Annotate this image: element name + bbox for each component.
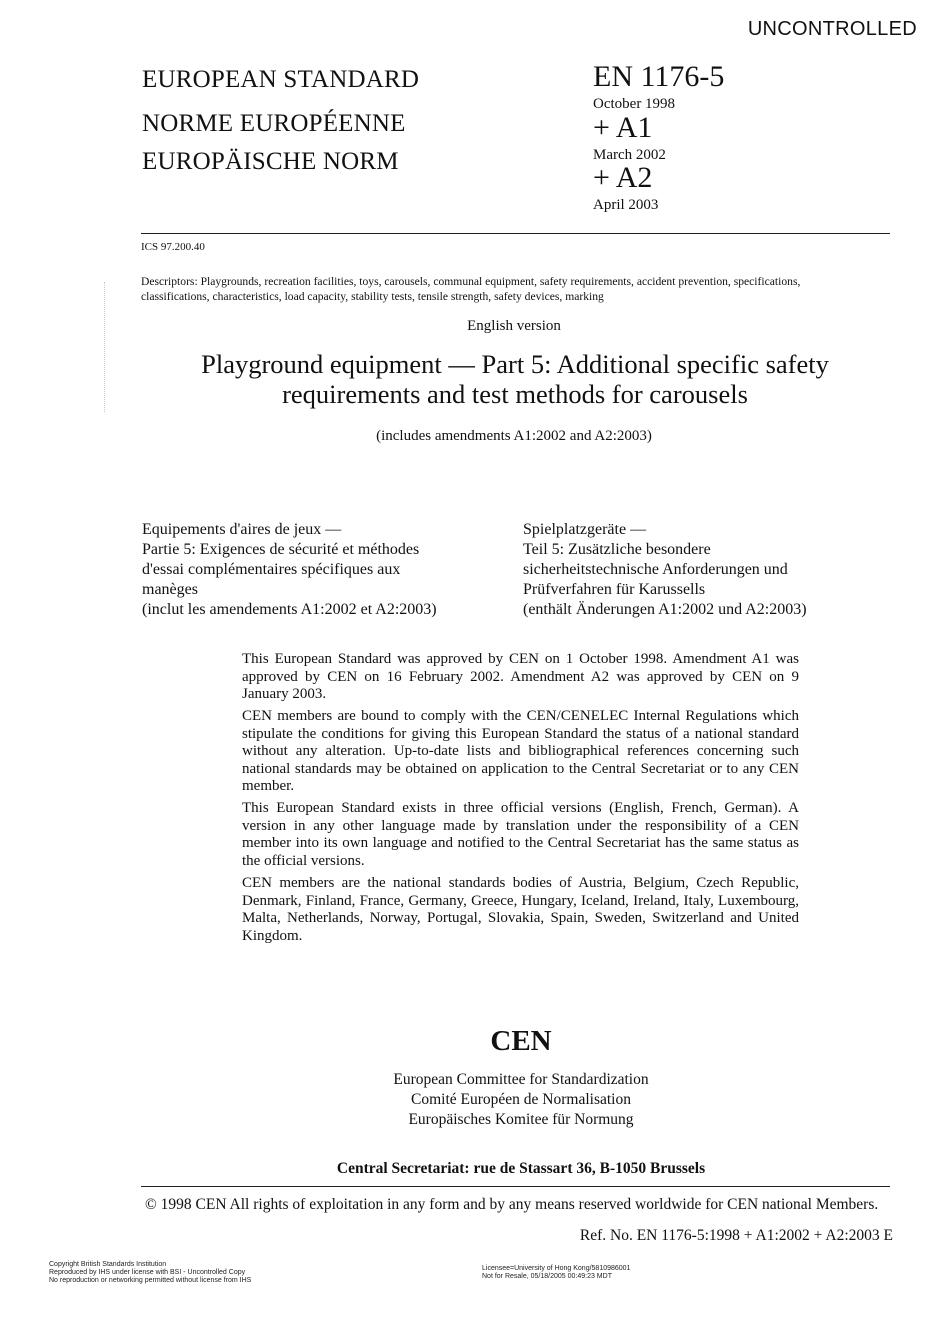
document-title	[100, 349, 930, 409]
english-version-label: English version	[467, 318, 561, 334]
official-versions-paragraph: This European Standard exists in three official versions (English, French, German). A version in any other language made by translation under the responsibility of a CEN member into its own language and notified to the Central Secretariat has the same status as the official versions.	[242, 800, 799, 869]
central-secretariat: Central Secretariat: rue de Stassart 36, B-1050 Brussels	[336, 1160, 706, 1177]
document-title-line1: Playground equipment — Part 5: Additional specific safety	[201, 349, 829, 379]
german-title-line: Prüfverfahren für Karussells	[523, 581, 706, 598]
german-title-line: Teil 5: Zusätzliche besondere	[523, 541, 711, 558]
footer-left-line: Copyright British Standards Institution	[49, 1261, 167, 1268]
german-title-line: (enthält Änderungen A1:2002 und A2:2003)	[523, 601, 807, 618]
title-english: EUROPEAN STANDARD	[142, 66, 420, 93]
footer-left-line: Reproduced by IHS under license with BSI - Uncontrolled Copy	[49, 1269, 246, 1276]
german-title-line: Spielplatzgeräte —	[523, 521, 647, 538]
ics-code: ICS 97.200.40	[141, 241, 205, 253]
cen-name-french: Comité Européen de Normalisation	[411, 1091, 631, 1108]
amendment-a2-date: April 2003	[593, 197, 659, 213]
title-french: NORME EUROPÉENNE	[142, 110, 406, 137]
document-title-line2: requirements and test methods for carousels	[282, 379, 748, 409]
french-title-line: manèges	[142, 581, 198, 598]
amendment-a1: + A1	[593, 111, 653, 144]
footer-left	[49, 1261, 251, 1285]
header-divider	[141, 233, 890, 234]
footer-right	[482, 1265, 630, 1281]
cen-members-paragraph: CEN members are the national standards bodies of Austria, Belgium, Czech Republic, Denmark, Finland, France, Germany, Greece, Hungary, Iceland, Ireland, Italy, Luxembourg, Malta, Netherlands, Norway, Portugal, Slovakia, Spain, Sweden, Switzerland and United Kingdom.	[242, 875, 799, 944]
cen-name-english: European Committee for Standardization	[393, 1071, 649, 1088]
german-title-line: sicherheitstechnische Anforderungen und	[523, 561, 788, 578]
amendment-a1-date: March 2002	[593, 147, 666, 163]
approval-paragraph: This European Standard was approved by CEN on 1 October 1998. Amendment A1 was approved by CEN on 16 February 2002. Amendment A2 was approved by CEN on 9 January 2003.	[242, 651, 799, 702]
footer-left-line: No reproduction or networking permitted without license from IHS	[49, 1277, 252, 1284]
amendments-note: (includes amendments A1:2002 and A2:2003)	[376, 428, 652, 444]
french-title-line: d'essai complémentaires spécifiques aux	[142, 561, 401, 578]
cen-abbreviation: CEN	[490, 1025, 552, 1057]
standard-number: EN 1176-5	[593, 60, 725, 93]
footer-right-line: Licensee=University of Hong Kong/5810986001	[482, 1265, 631, 1272]
french-title	[142, 520, 437, 620]
amendment-a2: + A2	[593, 161, 653, 194]
footer-divider	[141, 1186, 890, 1187]
footer-right-line: Not for Resale, 05/18/2005 00:49:23 MDT	[482, 1273, 612, 1280]
standard-date: October 1998	[593, 96, 676, 112]
cen-name-german: Europäisches Komitee für Normung	[408, 1111, 634, 1128]
french-title-line: Partie 5: Exigences de sécurité et méthodes	[142, 541, 420, 558]
uncontrolled-stamp: UNCONTROLLED	[747, 18, 917, 40]
french-title-line: (inclut les amendements A1:2002 et A2:2003)	[142, 601, 437, 618]
copyright-notice: © 1998 CEN All rights of exploitation in any form and by any means reserved worldwide for CEN national Members.	[145, 1196, 879, 1213]
german-title	[523, 520, 807, 620]
members-obligation-paragraph: CEN members are bound to comply with the CEN/CENELEC Internal Regulations which stipulate the conditions for giving this European Standard the status of a national standard without any alteration. Up-to-date lists and bibliographical references concerning such national standards may be obtained on application to the Central Secretariat or to any CEN member.	[242, 708, 799, 794]
reference-number: Ref. No. EN 1176-5:1998 + A1:2002 + A2:2003 E	[579, 1227, 893, 1244]
title-german: EUROPÄISCHE NORM	[142, 148, 399, 175]
descriptors: Descriptors: Playgrounds, recreation facilities, toys, carousels, communal equipment, safety requirements, accident prevention, specifications, classifications, characteristics, load capacity, stability tests, tensile strength, safety devices, marking	[141, 275, 801, 303]
french-title-line: Equipements d'aires de jeux —	[142, 521, 342, 538]
